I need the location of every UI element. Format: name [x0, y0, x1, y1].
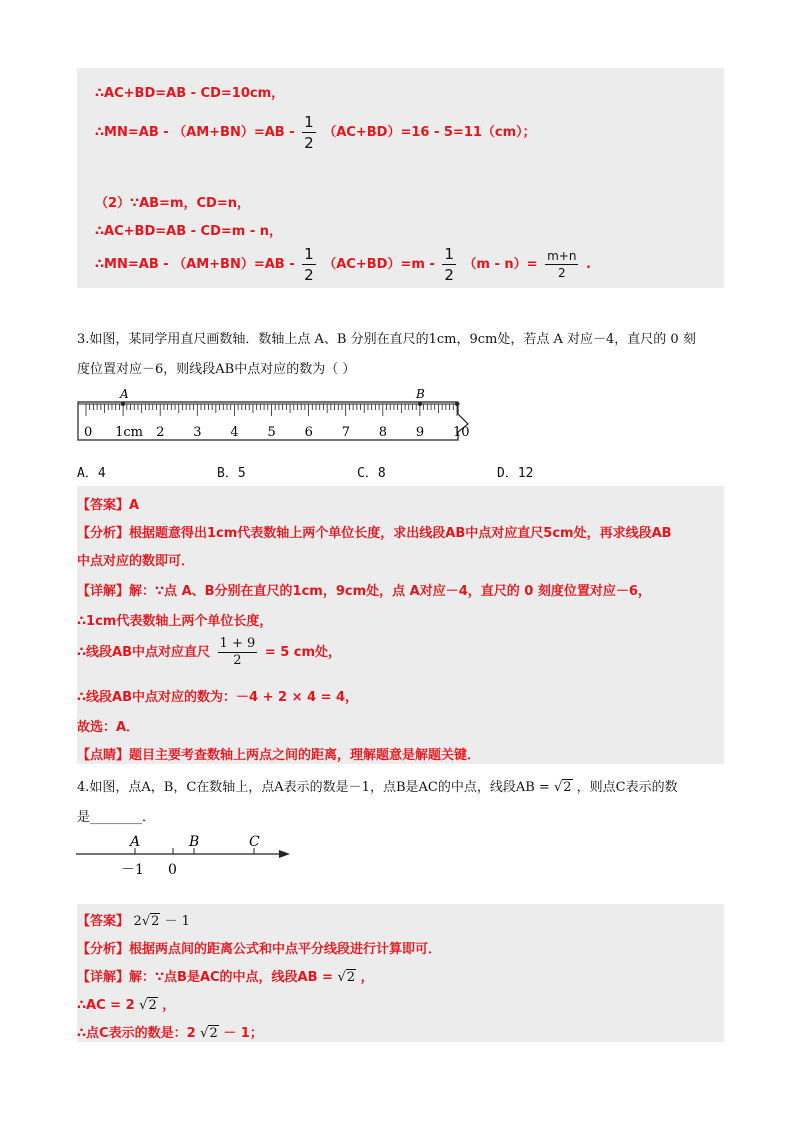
analysis-line: 【分析】根据题意得出1cm代表数轴上两个单位长度，求出线段AB中点对应直尺5cm处，再求线段AB: [77, 526, 672, 541]
sqrt: √2: [139, 998, 157, 1013]
ruler-label: 1cm: [115, 425, 143, 440]
detail-line: 故选：A．: [77, 720, 140, 735]
fraction-denominator: 2: [444, 266, 454, 284]
analysis-line: 【分析】根据两点间的距离公式和中点平分线段进行计算即可．: [77, 942, 442, 957]
point-a-label: A: [130, 834, 141, 850]
option-c: C．8: [357, 466, 386, 481]
text: ，: [162, 998, 176, 1013]
text: 4.如图，点A，B，C在数轴上，点A表示的数是－1，点B是AC的中点，线段AB =: [77, 780, 550, 795]
question-4-line: 是________．: [77, 810, 156, 825]
fraction-numerator: 1: [304, 245, 314, 263]
answer-block-4: [77, 904, 724, 1042]
ruler-label: 3: [193, 425, 202, 440]
ruler-label: 4: [230, 425, 239, 440]
text: ，则点C表示的数: [576, 780, 678, 795]
fraction-numerator: m+n: [547, 249, 577, 263]
text: － 1: [164, 914, 190, 929]
detail-line: ∴线段AB中点对应的数为：－4 + 2 × 4 = 4，: [77, 690, 359, 705]
sqrt-radicand: 2: [563, 780, 572, 795]
answer-line: 【答案】A: [77, 498, 140, 513]
text: ∴MN=AB - （AM+BN）=AB -: [95, 257, 295, 272]
answer-value: 2√2 － 1: [133, 914, 190, 929]
ruler-label: 10: [453, 425, 470, 440]
text: ，: [360, 970, 374, 985]
text: ∴线段AB中点对应直尺: [77, 645, 211, 660]
number-line-figure: [76, 832, 306, 882]
axis-arrow: [279, 850, 290, 858]
detail-line: 【详解】解：∵点 A、B分别在直尺的1cm，9cm处，点 A对应－4，直尺的 0 刻度位置对应－6，: [77, 584, 651, 599]
ruler-label: 0: [84, 425, 93, 440]
point-b-dot: [418, 402, 422, 406]
sqrt: √2: [200, 1026, 218, 1041]
solution-line: ∴AC+BD=AB - CD=m - n，: [95, 224, 283, 239]
question-4-line: [77, 776, 678, 795]
fraction-denominator: 2: [304, 134, 314, 152]
end-dot: [455, 402, 459, 406]
point-c-label: C: [249, 834, 260, 850]
answer-block-3: [77, 486, 724, 764]
solution-line: ∴AC+BD=AB - CD=10cm，: [95, 86, 285, 101]
detail-line: [77, 636, 341, 669]
solution-block-1: [77, 68, 724, 288]
solution-line: [95, 244, 591, 285]
detail-line: [77, 994, 175, 1013]
fraction: [302, 244, 316, 285]
sqrt-radicand: 2: [151, 914, 160, 929]
option-b: B．5: [217, 466, 246, 481]
tick-label-zero: 0: [168, 862, 177, 878]
option-a: A．4: [77, 466, 106, 481]
fraction: [218, 636, 258, 669]
point-b-label: B: [189, 834, 200, 850]
fraction-numerator: 1: [304, 113, 314, 131]
solution-line: （2）∵AB=m，CD=n，: [95, 196, 250, 211]
fraction-numerator: 1 + 9: [219, 636, 256, 651]
fraction-denominator: 2: [557, 266, 566, 280]
ruler-ticks: [86, 404, 457, 416]
question-3-line: 度位置对应－6，则线段AB中点对应的数为（ ）: [77, 362, 356, 377]
answer-line: [77, 910, 190, 929]
tick-label-minus-one: －1: [121, 862, 144, 878]
fraction-numerator: 1: [444, 245, 454, 263]
detail-line: [77, 1022, 263, 1041]
text: = 5 cm处，: [264, 645, 342, 660]
ruler-figure: [76, 384, 476, 444]
comment-line: 【点睛】题目主要考查数轴上两点之间的距离，理解题意是解题关键．: [77, 748, 481, 763]
sqrt: √2: [337, 970, 356, 985]
ruler-labels: [84, 425, 470, 440]
detail-line: [77, 966, 374, 985]
sqrt-radicand: 2: [346, 970, 356, 985]
sqrt-radicand: 2: [209, 1026, 218, 1041]
ruler-label: 2: [156, 425, 165, 440]
text: （AC+BD）=m -: [323, 257, 435, 272]
fraction-denominator: 2: [233, 653, 242, 668]
ruler-label: 5: [267, 425, 276, 440]
fraction-denominator: 2: [304, 266, 314, 284]
point-a-dot: [121, 402, 125, 406]
solution-line: [95, 112, 536, 153]
fraction: [302, 112, 316, 153]
text: 【详解】解：∵点B是AC的中点，线段AB =: [77, 970, 333, 985]
text: ∴点C表示的数是：2: [77, 1026, 196, 1041]
option-d: D．12: [497, 466, 534, 481]
text: － 1；: [223, 1026, 263, 1041]
ruler-label: 9: [415, 425, 425, 440]
point-a-label: A: [120, 387, 129, 401]
detail-line: ∴1cm代表数轴上两个单位长度，: [77, 614, 273, 629]
question-3-line: 3.如图，某同学用直尺画数轴．数轴上点 A、B 分别在直尺的1cm，9cm处，若点 A 对应－4，直尺的 0 刻: [77, 332, 696, 347]
text: 2: [133, 914, 142, 929]
sqrt: √2: [553, 780, 572, 795]
ruler-label: 7: [341, 425, 350, 440]
text: （m - n）=: [463, 257, 538, 272]
sqrt-radicand: 2: [148, 998, 157, 1013]
ruler-label: 6: [304, 425, 313, 440]
fraction: [545, 248, 578, 281]
fraction: [442, 244, 456, 285]
analysis-line: 中点对应的数即可．: [77, 554, 195, 569]
point-b-label: B: [416, 387, 425, 401]
text: .: [586, 257, 591, 272]
text: ∴MN=AB - （AM+BN）=AB -: [95, 125, 295, 140]
text: （AC+BD）=16 - 5=11（cm）；: [323, 125, 536, 140]
ruler-label: 8: [378, 425, 388, 440]
text: 【答案】: [77, 914, 130, 929]
text: ∴AC = 2: [77, 998, 135, 1013]
